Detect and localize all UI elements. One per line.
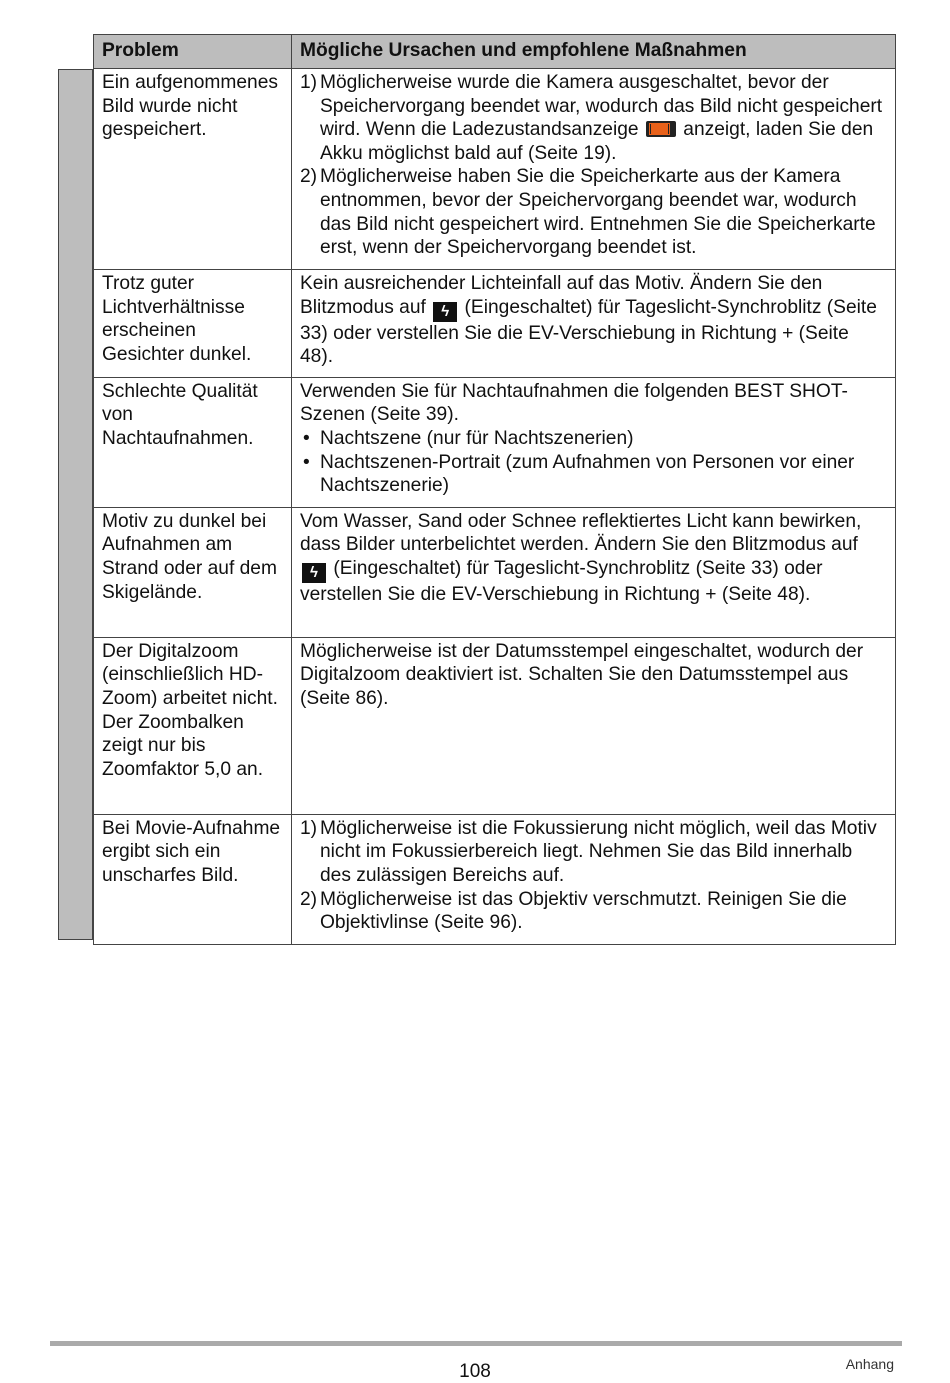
bullet-item — [300, 451, 887, 498]
page-number: 108 — [459, 1361, 491, 1382]
solution-cell — [292, 69, 896, 270]
bullet-item — [300, 427, 887, 451]
battery-low-icon — [646, 121, 676, 137]
problem-cell: Motiv zu dunkel bei Aufnahmen am Strand oder auf dem Skigelände. — [94, 507, 292, 637]
bullet-text: Nachtszenen-Portrait (zum Aufnahmen von Personen vor einer Nachtszenerie) — [320, 451, 855, 497]
flash-on-icon: ϟ — [302, 563, 326, 583]
table-row — [94, 814, 896, 944]
solution-cell — [292, 814, 896, 944]
item-text: Möglicherweise ist die Fokussierung nicht möglich, weil das Motiv nicht im Fokussierbereich liegt. Nehmen Sie das Bild innerhalb des zulässigen Bereichs auf. — [320, 817, 877, 886]
problem-cell: Der Digitalzoom (einschließlich HD-Zoom) arbeitet nicht. Der Zoombalken zeigt nur bis Zoomfaktor 5,0 an. — [94, 637, 292, 814]
numbered-item — [300, 817, 887, 888]
numbered-item — [300, 165, 887, 259]
item-text: Möglicherweise haben Sie die Speicherkarte aus der Kamera entnommen, bevor der Speichervorgang beendet war, wodurch das Bild nicht gespeichert wird. Entnehmen Sie die Speicherkarte erst, wenn der Speichervorgang beendet ist. — [320, 166, 876, 259]
numbered-item — [300, 888, 887, 935]
table-row — [94, 270, 896, 378]
solution-cell — [292, 270, 896, 378]
footer-divider — [50, 1341, 902, 1346]
item-number: 1) — [300, 72, 318, 93]
flash-on-icon: ϟ — [433, 302, 457, 322]
solution-text: Vom Wasser, Sand oder Schnee reflektiertes Licht kann bewirken, dass Bilder unterbelichtet werden. Ändern Sie den Blitzmodus auf — [300, 510, 862, 556]
table-row — [94, 637, 896, 814]
problem-cell: Schlechte Qualität von Nachtaufnahmen. — [94, 377, 292, 507]
problem-cell: Trotz guter Lichtverhältnisse erscheinen Gesichter dunkel. — [94, 270, 292, 378]
table-row — [94, 507, 896, 637]
item-number: 2) — [300, 166, 318, 188]
numbered-item — [300, 71, 887, 165]
table-header-row — [94, 35, 896, 69]
solution-text: (Eingeschaltet) für Tageslicht-Synchroblitz (Seite 33) oder verstellen Sie die EV-Verschiebung in Richtung + (Seite 48). — [300, 557, 823, 605]
table-row — [94, 377, 896, 507]
item-number: 1) — [300, 817, 318, 839]
section-side-tab — [58, 69, 93, 940]
table-row — [94, 69, 896, 270]
solution-cell — [292, 377, 896, 507]
header-causes: Mögliche Ursachen und empfohlene Maßnahmen — [292, 35, 896, 69]
solution-cell: Möglicherweise ist der Datumsstempel eingeschaltet, wodurch der Digitalzoom deaktiviert ist. Schalten Sie den Datumsstempel aus (Seite 86). — [292, 637, 896, 814]
item-text: Möglicherweise wurde die Kamera ausgeschaltet, bevor der Speichervorgang beendet war, wodurch das Bild nicht gespeichert wird. Wenn die Ladezustandsanzeige — [320, 72, 883, 141]
solution-intro: Verwenden Sie für Nachtaufnahmen die folgenden BEST SHOT-Szenen (Seite 39). — [300, 380, 848, 426]
item-number: 2) — [300, 888, 318, 910]
bullet-icon: • — [303, 427, 310, 449]
bullet-icon: • — [303, 451, 310, 473]
solution-cell — [292, 507, 896, 637]
solution-text: Kein ausreichender Lichteinfall auf das Motiv. Ändern Sie den Blitzmodus auf — [300, 273, 823, 318]
problem-cell: Ein aufgenommenes Bild wurde nicht gespeichert. — [94, 69, 292, 270]
troubleshooting-table — [93, 34, 896, 945]
header-problem: Problem — [94, 35, 292, 69]
item-text: Möglicherweise ist das Objektiv verschmutzt. Reinigen Sie die Objektivlinse (Seite 96). — [320, 888, 847, 934]
section-label: Anhang — [845, 1356, 894, 1372]
solution-text: (Eingeschaltet) für Tageslicht-Synchroblitz (Seite 33) oder verstellen Sie die EV-Verschiebung in Richtung + (Seite 48). — [300, 296, 877, 368]
bullet-text: Nachtszene (nur für Nachtszenerien) — [320, 427, 634, 449]
problem-cell: Bei Movie-Aufnahme ergibt sich ein unscharfes Bild. — [94, 814, 292, 944]
item-text: anzeigt, laden Sie den Akku möglichst bald auf (Seite 19). — [320, 119, 874, 164]
